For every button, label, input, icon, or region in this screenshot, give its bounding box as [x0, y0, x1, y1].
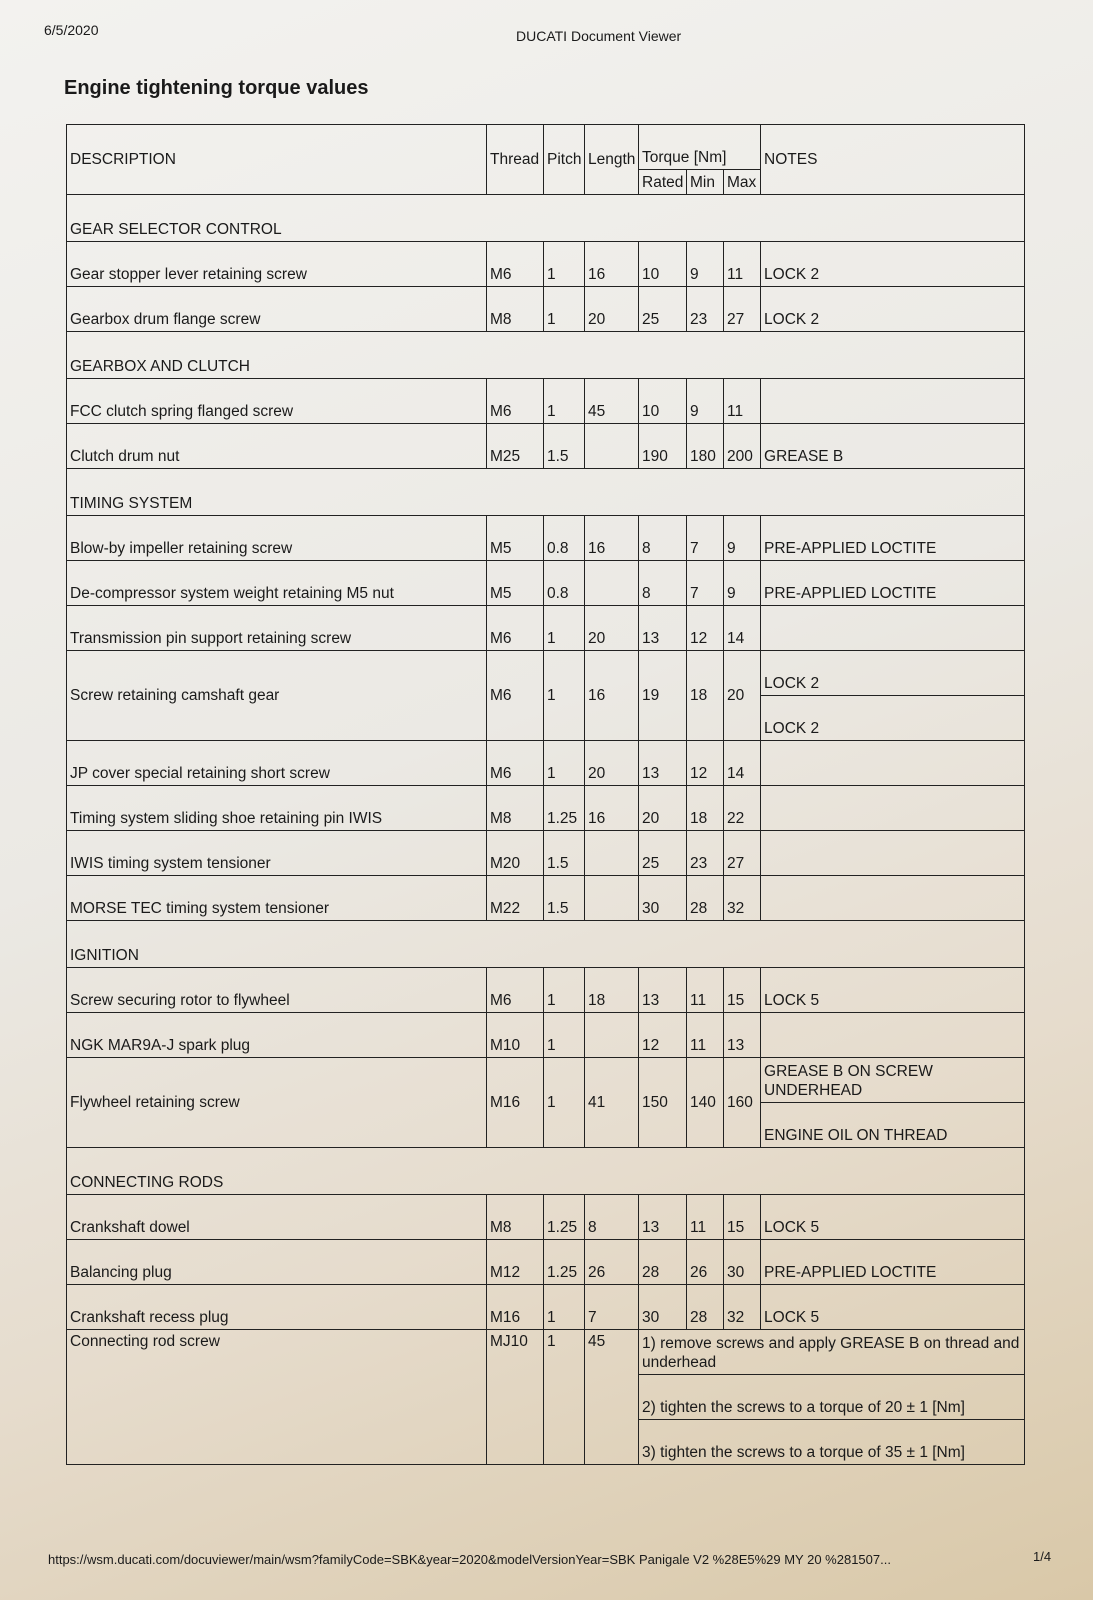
row-length: 20: [585, 741, 639, 786]
row-max: 9: [724, 561, 761, 606]
row-thread: M6: [487, 242, 544, 287]
table-row: [67, 1058, 1025, 1103]
header-min: Min: [687, 170, 724, 195]
page-number: 1/4: [1033, 1549, 1052, 1564]
row-pitch: 1.25: [544, 1240, 585, 1285]
section-title: GEARBOX AND CLUTCH: [67, 332, 1025, 379]
row-max: 20: [724, 651, 761, 741]
viewer-title: DUCATI Document Viewer: [516, 28, 682, 44]
row-min: 180: [687, 424, 724, 469]
section-title: IGNITION: [67, 921, 1025, 968]
row-rated: 13: [639, 606, 687, 651]
row-note: [761, 786, 1025, 831]
row-max: 27: [724, 287, 761, 332]
row-thread: M5: [487, 561, 544, 606]
row-pitch: 1.25: [544, 1195, 585, 1240]
row-note: [761, 1013, 1025, 1058]
row-description: MORSE TEC timing system tensioner: [67, 876, 487, 921]
row-length: 20: [585, 287, 639, 332]
row-min: 23: [687, 831, 724, 876]
row-description: Blow-by impeller retaining screw: [67, 516, 487, 561]
row-rated: 13: [639, 968, 687, 1013]
row-pitch: 1: [544, 1285, 585, 1330]
row-thread: M6: [487, 606, 544, 651]
row-min: 11: [687, 1013, 724, 1058]
header-max: Max: [724, 170, 761, 195]
row-thread: M16: [487, 1058, 544, 1148]
print-date: 6/5/2020: [44, 22, 99, 38]
row-length: 8: [585, 1195, 639, 1240]
row-min: 9: [687, 379, 724, 424]
row-thread: M20: [487, 831, 544, 876]
row-thread: M6: [487, 379, 544, 424]
row-length: 7: [585, 1285, 639, 1330]
row-thread: M16: [487, 1285, 544, 1330]
row-description: NGK MAR9A-J spark plug: [67, 1013, 487, 1058]
header-notes: NOTES: [761, 125, 1025, 195]
header-description: DESCRIPTION: [67, 125, 487, 195]
table-row: [67, 651, 1025, 696]
row-note: GREASE B ON SCREW UNDERHEAD: [761, 1058, 1025, 1103]
row-max: 14: [724, 606, 761, 651]
row-thread: M22: [487, 876, 544, 921]
row-thread: M10: [487, 1013, 544, 1058]
row-rated: 13: [639, 1195, 687, 1240]
row-length: [585, 831, 639, 876]
section-header-row: [67, 921, 1025, 968]
table-row: [67, 831, 1025, 876]
row-pitch: 1.25: [544, 786, 585, 831]
header-torque: Torque [Nm]: [639, 125, 761, 170]
table-row: [67, 1240, 1025, 1285]
row-thread: M8: [487, 1195, 544, 1240]
procedure-step: 2) tighten the screws to a torque of 20 ± 1 [Nm]: [639, 1375, 1025, 1420]
row-min: 28: [687, 1285, 724, 1330]
row-length: [585, 561, 639, 606]
row-note: PRE-APPLIED LOCTITE: [761, 1240, 1025, 1285]
row-description: De-compressor system weight retaining M5 nut: [67, 561, 487, 606]
row-length: 45: [585, 379, 639, 424]
row-pitch: 1: [544, 242, 585, 287]
row-length: 18: [585, 968, 639, 1013]
row-note: PRE-APPLIED LOCTITE: [761, 516, 1025, 561]
row-length: 26: [585, 1240, 639, 1285]
row-min: 11: [687, 1195, 724, 1240]
row-max: 160: [724, 1058, 761, 1148]
row-min: 23: [687, 287, 724, 332]
row-min: 9: [687, 242, 724, 287]
row-description: FCC clutch spring flanged screw: [67, 379, 487, 424]
row-min: 26: [687, 1240, 724, 1285]
row-rated: 30: [639, 876, 687, 921]
row-pitch: 1.5: [544, 424, 585, 469]
row-pitch: 1.5: [544, 876, 585, 921]
table-row: [67, 606, 1025, 651]
header-length: Length: [585, 125, 639, 195]
row-description: Connecting rod screw: [67, 1330, 487, 1465]
row-pitch: 1: [544, 968, 585, 1013]
row-note: [761, 741, 1025, 786]
row-rated: 10: [639, 379, 687, 424]
row-description: Screw retaining camshaft gear: [67, 651, 487, 741]
header-thread: Thread: [487, 125, 544, 195]
section-title: CONNECTING RODS: [67, 1148, 1025, 1195]
row-note: LOCK 5: [761, 1195, 1025, 1240]
row-pitch: 1.5: [544, 831, 585, 876]
row-length: [585, 424, 639, 469]
procedure-step: 3) tighten the screws to a torque of 35 ± 1 [Nm]: [639, 1420, 1025, 1465]
torque-table: [66, 124, 1025, 1465]
row-rated: 8: [639, 516, 687, 561]
row-description: Clutch drum nut: [67, 424, 487, 469]
row-description: Gear stopper lever retaining screw: [67, 242, 487, 287]
row-thread: MJ10: [487, 1330, 544, 1465]
row-length: 45: [585, 1330, 639, 1465]
section-header-row: [67, 332, 1025, 379]
row-note: LOCK 5: [761, 968, 1025, 1013]
row-description: Screw securing rotor to flywheel: [67, 968, 487, 1013]
row-note: [761, 606, 1025, 651]
row-pitch: 1: [544, 651, 585, 741]
row-description: Timing system sliding shoe retaining pin IWIS: [67, 786, 487, 831]
section-header-row: [67, 195, 1025, 242]
row-pitch: 0.8: [544, 561, 585, 606]
row-min: 18: [687, 651, 724, 741]
row-min: 12: [687, 741, 724, 786]
section-header-row: [67, 1148, 1025, 1195]
row-description: Flywheel retaining screw: [67, 1058, 487, 1148]
row-max: 200: [724, 424, 761, 469]
row-rated: 190: [639, 424, 687, 469]
row-min: 7: [687, 561, 724, 606]
row-min: 11: [687, 968, 724, 1013]
row-rated: 25: [639, 831, 687, 876]
row-max: 22: [724, 786, 761, 831]
row-min: 12: [687, 606, 724, 651]
row-rated: 10: [639, 242, 687, 287]
row-min: 140: [687, 1058, 724, 1148]
table-row: [67, 876, 1025, 921]
row-rated: 19: [639, 651, 687, 741]
row-note: LOCK 2: [761, 242, 1025, 287]
row-note: PRE-APPLIED LOCTITE: [761, 561, 1025, 606]
row-rated: 28: [639, 1240, 687, 1285]
row-pitch: 1: [544, 1330, 585, 1465]
table-row: [67, 1195, 1025, 1240]
section-header-row: [67, 469, 1025, 516]
row-length: [585, 1013, 639, 1058]
row-length: 16: [585, 242, 639, 287]
row-note: ENGINE OIL ON THREAD: [761, 1103, 1025, 1148]
row-note: GREASE B: [761, 424, 1025, 469]
row-thread: M6: [487, 968, 544, 1013]
section-title: TIMING SYSTEM: [67, 469, 1025, 516]
row-pitch: 1: [544, 379, 585, 424]
row-thread: M5: [487, 516, 544, 561]
row-note: [761, 831, 1025, 876]
row-thread: M8: [487, 786, 544, 831]
row-length: 16: [585, 786, 639, 831]
row-pitch: 1: [544, 606, 585, 651]
row-length: 16: [585, 651, 639, 741]
table-row: [67, 1013, 1025, 1058]
table-row: [67, 741, 1025, 786]
row-description: Crankshaft recess plug: [67, 1285, 487, 1330]
row-description: JP cover special retaining short screw: [67, 741, 487, 786]
row-max: 14: [724, 741, 761, 786]
row-min: 18: [687, 786, 724, 831]
row-description: Crankshaft dowel: [67, 1195, 487, 1240]
row-max: 30: [724, 1240, 761, 1285]
row-thread: M25: [487, 424, 544, 469]
table-row: [67, 242, 1025, 287]
row-note: LOCK 2: [761, 287, 1025, 332]
row-rated: 150: [639, 1058, 687, 1148]
header-rated: Rated: [639, 170, 687, 195]
table-row: [67, 1285, 1025, 1330]
row-rated: 20: [639, 786, 687, 831]
row-min: 28: [687, 876, 724, 921]
row-max: 11: [724, 379, 761, 424]
row-rated: 8: [639, 561, 687, 606]
header-pitch: Pitch: [544, 125, 585, 195]
table-row: [67, 1330, 1025, 1375]
row-length: [585, 876, 639, 921]
row-description: Gearbox drum flange screw: [67, 287, 487, 332]
row-max: 13: [724, 1013, 761, 1058]
procedure-step: 1) remove screws and apply GREASE B on thread and underhead: [639, 1330, 1025, 1375]
table-row: [67, 516, 1025, 561]
row-max: 27: [724, 831, 761, 876]
row-rated: 13: [639, 741, 687, 786]
row-max: 11: [724, 242, 761, 287]
row-max: 32: [724, 876, 761, 921]
row-pitch: 1: [544, 1013, 585, 1058]
row-note: LOCK 2: [761, 696, 1025, 741]
footer-url: https://wsm.ducati.com/docuviewer/main/wsm?familyCode=SBK&year=2020&modelVersionYear=SBK Panigale V2 %28E5%29 MY 20 %281507...: [48, 1552, 891, 1567]
row-description: Balancing plug: [67, 1240, 487, 1285]
table-row: [67, 379, 1025, 424]
table-row: [67, 968, 1025, 1013]
row-pitch: 0.8: [544, 516, 585, 561]
row-thread: M12: [487, 1240, 544, 1285]
row-max: 15: [724, 968, 761, 1013]
row-note: [761, 379, 1025, 424]
row-max: 32: [724, 1285, 761, 1330]
row-max: 9: [724, 516, 761, 561]
row-thread: M8: [487, 287, 544, 332]
table-row: [67, 287, 1025, 332]
row-length: 16: [585, 516, 639, 561]
row-rated: 12: [639, 1013, 687, 1058]
row-note: LOCK 5: [761, 1285, 1025, 1330]
row-thread: M6: [487, 651, 544, 741]
row-description: Transmission pin support retaining screw: [67, 606, 487, 651]
section-title: GEAR SELECTOR CONTROL: [67, 195, 1025, 242]
row-note: [761, 876, 1025, 921]
row-max: 15: [724, 1195, 761, 1240]
row-description: IWIS timing system tensioner: [67, 831, 487, 876]
row-min: 7: [687, 516, 724, 561]
row-pitch: 1: [544, 741, 585, 786]
table-row: [67, 561, 1025, 606]
row-rated: 25: [639, 287, 687, 332]
page-title: Engine tightening torque values: [64, 77, 369, 99]
row-note: LOCK 2: [761, 651, 1025, 696]
row-length: 41: [585, 1058, 639, 1148]
row-length: 20: [585, 606, 639, 651]
row-rated: 30: [639, 1285, 687, 1330]
row-pitch: 1: [544, 1058, 585, 1148]
table-row: [67, 424, 1025, 469]
table-row: [67, 786, 1025, 831]
row-pitch: 1: [544, 287, 585, 332]
row-thread: M6: [487, 741, 544, 786]
